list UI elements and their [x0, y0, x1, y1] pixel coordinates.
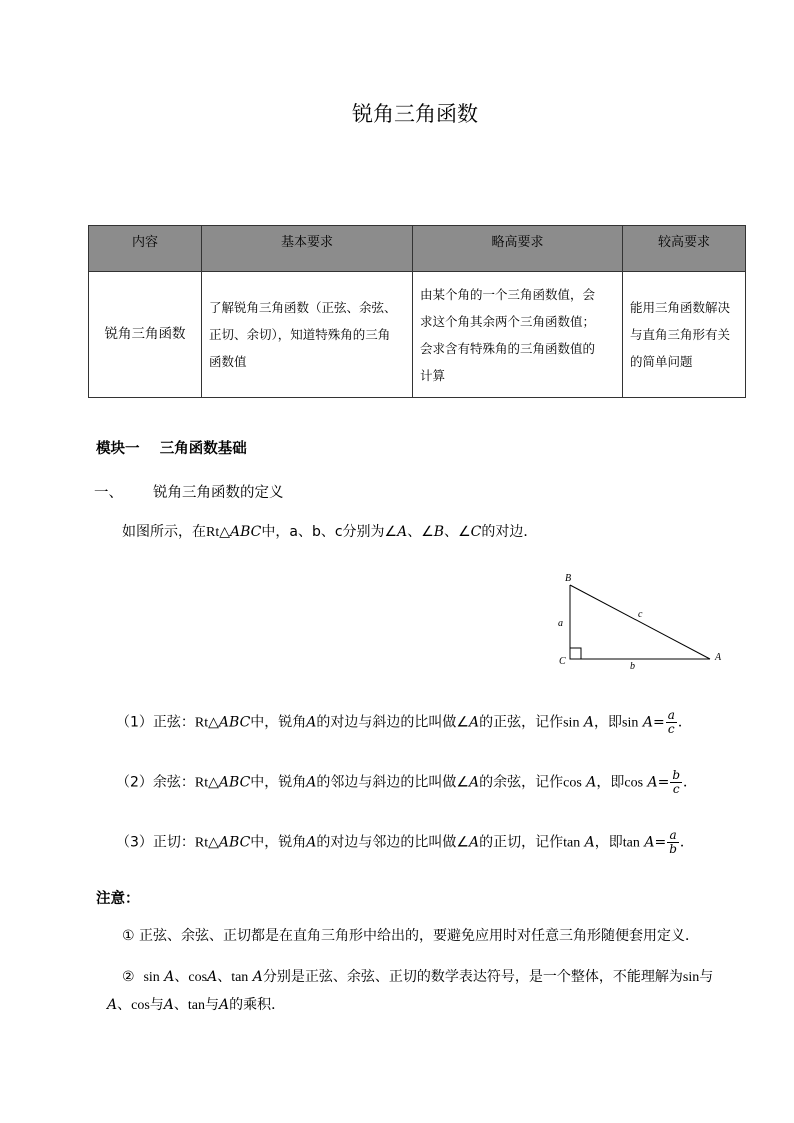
fraction — [670, 769, 682, 796]
cell-line: 能用三角函数解决 — [630, 300, 731, 315]
note-text: 与 — [205, 997, 220, 1013]
cell-highest — [623, 272, 746, 398]
def-text: 中，锐角 — [250, 774, 307, 791]
vertex-a-label: A — [715, 652, 722, 663]
header-basic: 基本要求 — [202, 226, 413, 272]
def-text: 中，锐角 — [250, 834, 307, 851]
side-c — [570, 585, 710, 659]
angle-a: A — [468, 774, 480, 791]
module-heading — [96, 437, 247, 458]
right-angle-mark — [570, 648, 581, 659]
note-item-2-line2 — [107, 994, 285, 1014]
intro-text: 的对边． — [481, 524, 538, 540]
triangle-name: ABC — [230, 524, 262, 540]
angle-a: A — [306, 714, 317, 731]
definition-cosine — [116, 769, 697, 796]
note-heading: 注意： — [96, 891, 140, 907]
section-number: 一、 — [94, 485, 123, 501]
triangle-name: ABC — [218, 714, 251, 731]
cell-line: 会求含有特殊角的三角函数值的 — [420, 340, 596, 356]
function-name: cos — [188, 970, 208, 985]
angle-a: A — [306, 774, 317, 791]
angle-a: A — [306, 834, 317, 851]
cell-line: 了解锐角三角函数（正弦、余弦、 — [209, 300, 397, 315]
def-text: 的正弦，记作 — [479, 714, 564, 731]
rt-symbol: Rt△ — [206, 525, 230, 540]
cell-line: 计算 — [420, 367, 446, 383]
def-end: ． — [677, 714, 692, 731]
function-name: sin — [143, 970, 160, 985]
triangle-name: ABC — [218, 774, 251, 791]
angle-a: A — [397, 524, 408, 540]
angle-b: B — [433, 524, 445, 540]
equals-sign: = — [654, 834, 667, 851]
right-triangle-diagram — [550, 565, 740, 675]
function-name: sin — [682, 970, 700, 985]
function-name: tan — [622, 835, 640, 851]
function-name: tan — [231, 970, 249, 985]
cell-line: 求这个角其余两个三角函数值； — [420, 313, 596, 329]
def-number: （2） — [116, 774, 153, 791]
def-text: ，即 — [594, 834, 623, 851]
cell-line: 函数值 — [209, 354, 247, 369]
note-item-2-line1 — [122, 966, 713, 986]
def-end: ． — [683, 774, 698, 791]
def-text: 的余弦，记作 — [479, 774, 564, 791]
module-name: 三角函数基础 — [159, 441, 247, 457]
note-text: 的乘积． — [229, 997, 286, 1013]
note-mark: ② — [122, 969, 135, 985]
denominator: c — [667, 722, 675, 736]
def-name: 正弦： — [152, 714, 195, 731]
angle-a: A — [219, 997, 230, 1013]
section-heading — [94, 481, 284, 502]
def-text: 的正切，记作 — [479, 834, 564, 851]
angle-a: A — [468, 834, 480, 851]
note-text: 与 — [699, 969, 714, 985]
module-label: 模块一 — [96, 441, 140, 457]
table-row — [89, 272, 746, 398]
def-text: 的对边与邻边的比叫做∠ — [316, 834, 469, 851]
function-name: cos — [131, 998, 150, 1013]
cell-line: 与直角三角形有关 — [630, 327, 731, 342]
angle-a: A — [584, 834, 595, 851]
note-text: 、 — [173, 997, 188, 1013]
function-name: cos — [624, 775, 644, 791]
side-a-label: a — [558, 618, 563, 629]
note-text: 与 — [149, 997, 164, 1013]
numerator: a — [667, 829, 679, 843]
angle-a: A — [586, 774, 597, 791]
def-text: 的邻边与斜边的比叫做∠ — [316, 774, 469, 791]
angle-a: A — [468, 714, 480, 731]
def-name: 正切： — [152, 834, 195, 851]
triangle-name: ABC — [218, 834, 251, 851]
definition-tangent — [116, 829, 694, 856]
rt-symbol: Rt△ — [194, 715, 219, 731]
note-item-1: ① 正弦、余弦、正切都是在直角三角形中给出的，要避免应用时对任意三角形随便套用定义． — [122, 928, 699, 944]
def-name: 余弦： — [152, 774, 195, 791]
definition-sine — [116, 709, 692, 736]
angle-c: C — [470, 524, 482, 540]
side-b-label: b — [630, 661, 635, 672]
header-higher: 略高要求 — [413, 226, 623, 272]
requirements-table — [88, 225, 746, 398]
angle-a: A — [644, 834, 655, 851]
def-text: ，即 — [594, 714, 623, 731]
header-highest: 较高要求 — [623, 226, 746, 272]
note-text: 、 — [117, 997, 132, 1013]
def-text: 中，锐角 — [250, 714, 307, 731]
def-number: （1） — [116, 714, 153, 731]
note-text: 分别是正弦、余弦、正切的数学表达符号，是一个整体，不能理解为 — [262, 969, 683, 985]
def-end: ． — [679, 834, 694, 851]
cell-line: 正切、余切），知道特殊角的三角 — [209, 327, 391, 342]
intro-text: 中，a、b、c分别为∠ — [261, 524, 398, 540]
equals-sign: = — [652, 714, 665, 731]
numerator: a — [667, 708, 675, 722]
vertex-b-label: B — [565, 573, 572, 584]
cell-basic — [202, 272, 413, 398]
denominator: c — [672, 782, 680, 796]
rt-symbol: Rt△ — [194, 835, 219, 851]
angle-a: A — [207, 969, 218, 985]
angle-a: A — [647, 774, 658, 791]
function-name: tan — [563, 835, 581, 851]
table-header-row — [89, 226, 746, 272]
equals-sign: = — [657, 774, 670, 791]
side-c-label: c — [638, 609, 643, 620]
def-text: 的对边与斜边的比叫做∠ — [316, 714, 469, 731]
numerator: b — [672, 768, 681, 782]
note-text: 、 — [174, 969, 189, 985]
intro-text: 、∠ — [407, 524, 434, 540]
note-text: 、 — [217, 969, 232, 985]
def-text: ，即 — [596, 774, 625, 791]
page-title: 锐角三角函数 — [352, 102, 478, 126]
angle-a: A — [642, 714, 653, 731]
cell-content: 锐角三角函数 — [89, 272, 202, 398]
fraction — [666, 709, 677, 736]
section-title: 锐角三角函数的定义 — [153, 485, 284, 501]
angle-a: A — [583, 714, 595, 731]
function-name: sin — [563, 715, 580, 731]
angle-a: A — [107, 997, 118, 1013]
intro-text: 、∠ — [444, 524, 471, 540]
intro-paragraph — [122, 521, 537, 541]
function-name: tan — [187, 998, 206, 1013]
fraction — [667, 829, 679, 856]
function-name: sin — [622, 715, 639, 731]
rt-symbol: Rt△ — [194, 775, 219, 791]
angle-a: A — [164, 969, 175, 985]
denominator: b — [669, 842, 677, 856]
angle-a: A — [252, 969, 263, 985]
vertex-c-label: C — [559, 656, 566, 667]
header-content: 内容 — [89, 226, 202, 272]
cell-line: 由某个角的一个三角函数值，会 — [420, 286, 596, 302]
cell-higher — [413, 272, 623, 398]
function-name: cos — [563, 775, 582, 791]
cell-line: 的简单问题 — [630, 354, 693, 369]
angle-a: A — [163, 997, 174, 1013]
intro-text: 如图所示，在 — [122, 524, 206, 540]
def-number: （3） — [116, 834, 153, 851]
